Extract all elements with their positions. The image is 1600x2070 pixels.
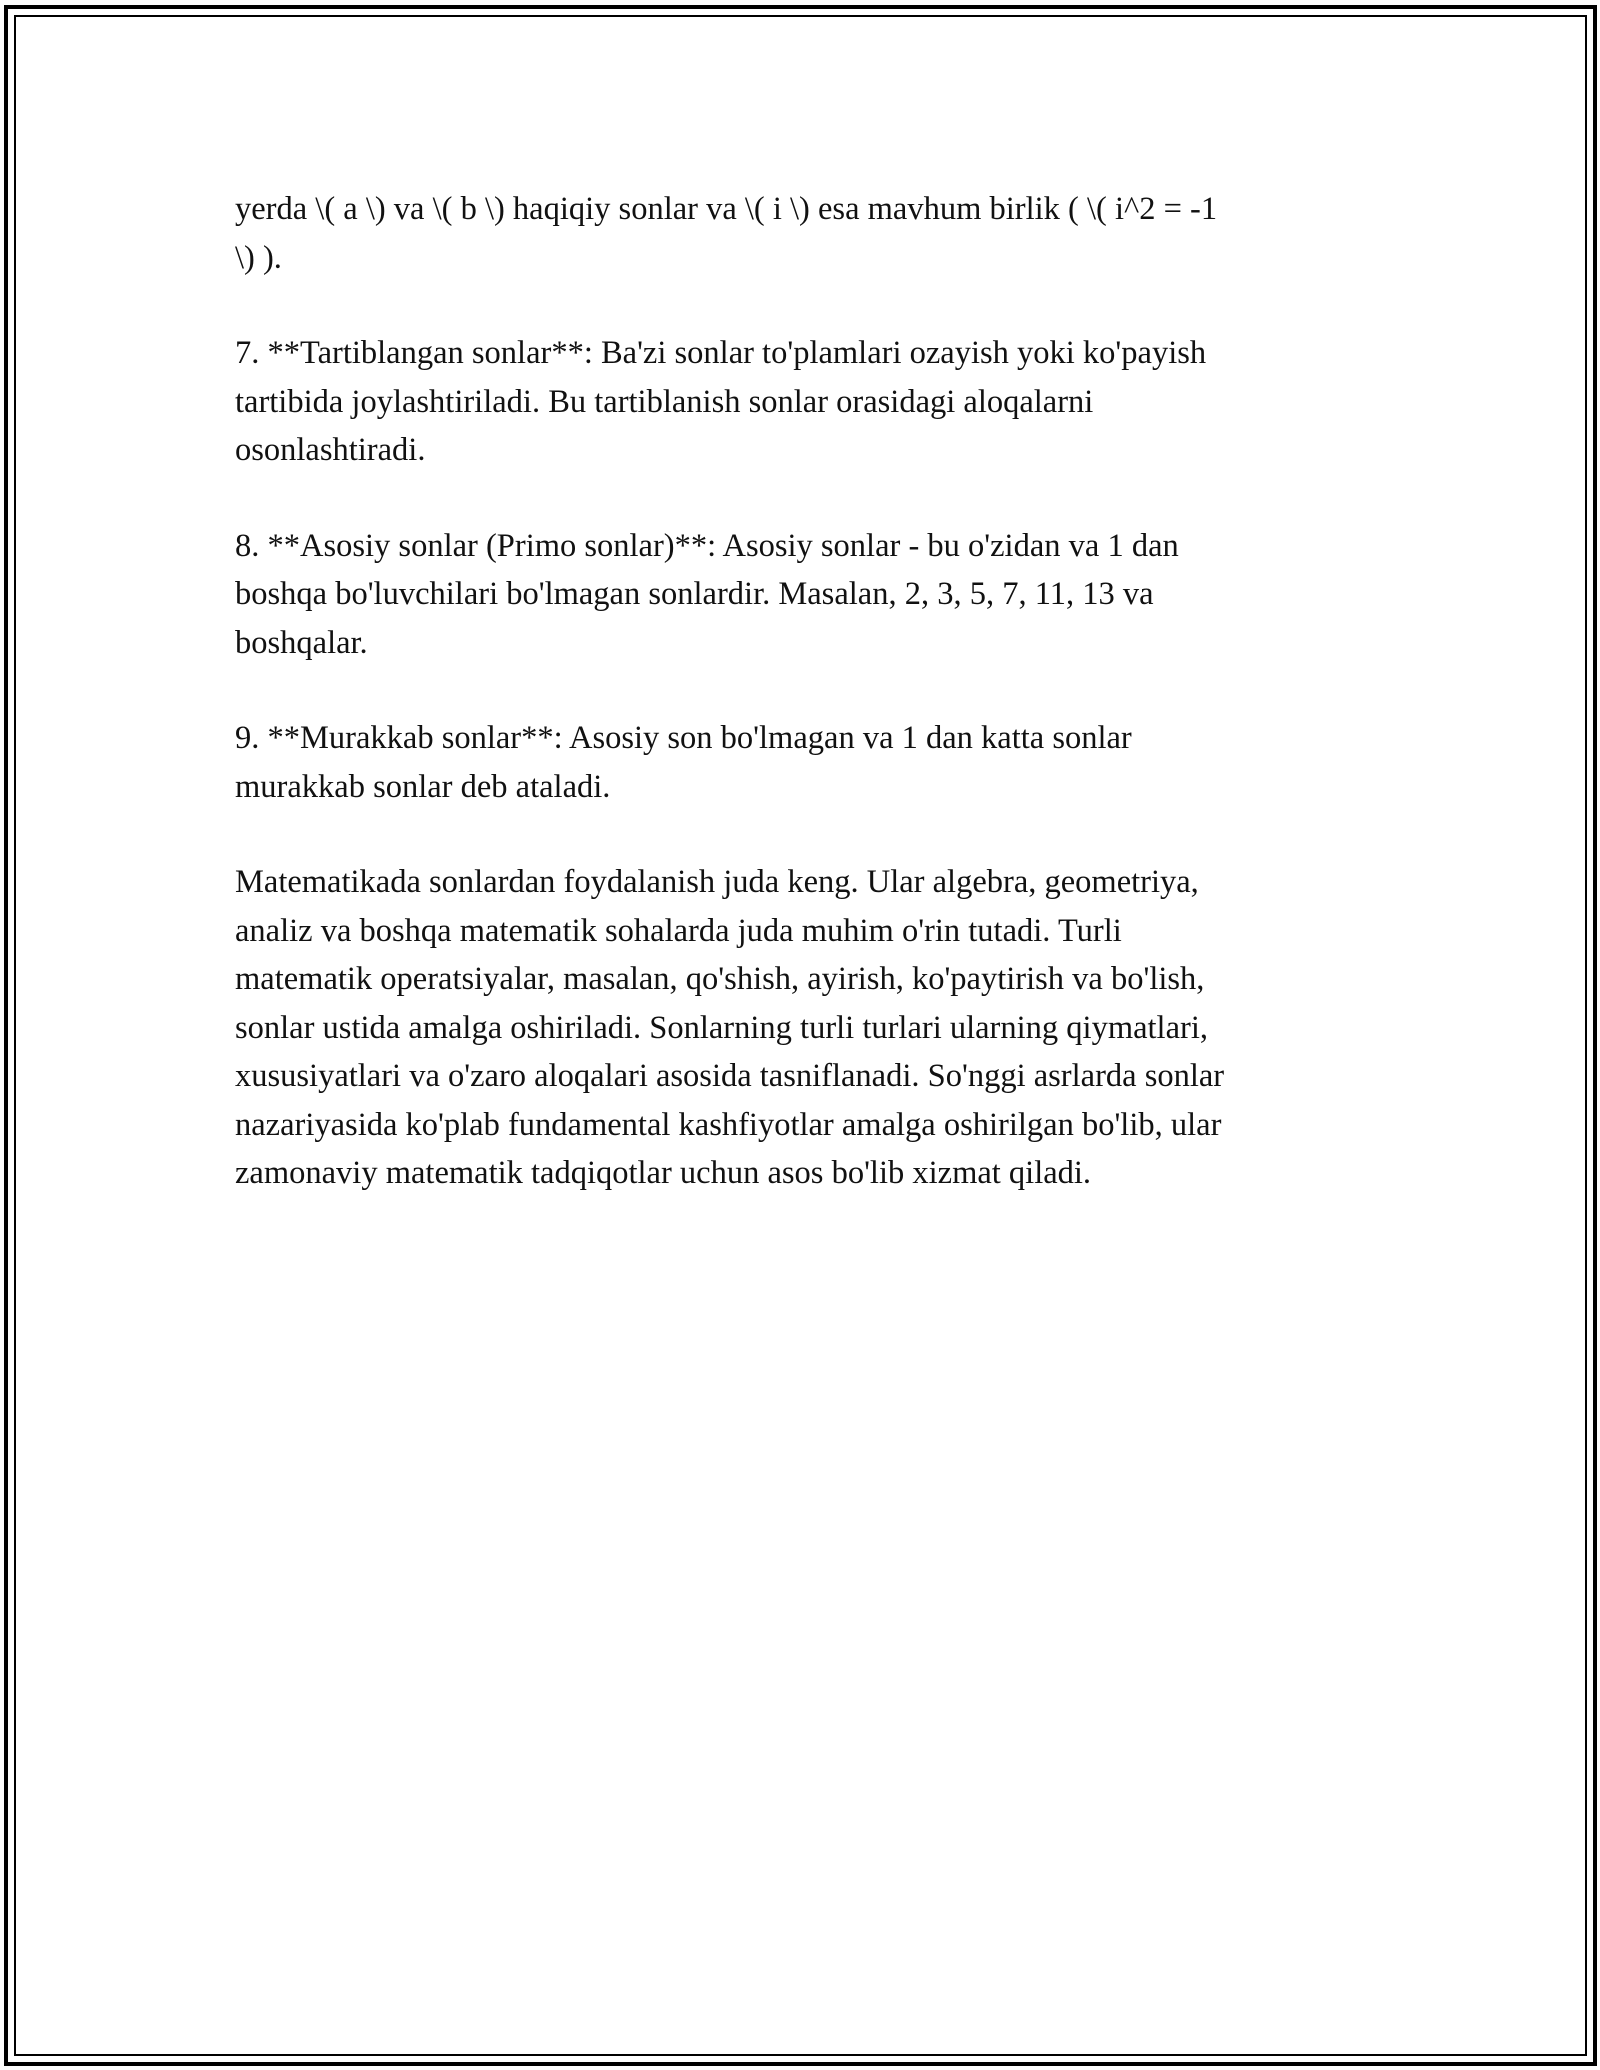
paragraph-ordered-numbers [235,329,1355,475]
paragraph-composite-numbers [235,714,1355,811]
text-line: 7. **Tartiblangan sonlar**: Ba'zi sonlar to'plamlari ozayish yoki ko'payish [235,335,1207,371]
text-line: tartibida joylashtiriladi. Bu tartiblanish sonlar orasidagi aloqalarni [235,383,1094,420]
text-line: analiz va boshqa matematik sohalarda juda muhim o'rin tutadi. Turli [235,912,1122,949]
paragraph-prime-numbers [235,522,1355,668]
text-line: zamonaviy matematik tadqiqotlar uchun asos bo'lib xizmat qiladi. [235,1155,1092,1191]
text-line: boshqa bo'luvchilari bo'lmagan sonlardir. Masalan, 2, 3, 5, 7, 11, 13 va [235,576,1154,612]
text-line: boshqalar. [235,624,368,661]
text-line: 9. **Murakkab sonlar**: Asosiy son bo'lmagan va 1 dan katta sonlar [235,720,1132,756]
paragraph-complex-numbers-continuation [235,185,1355,282]
document-body [235,185,1355,1198]
text-line: 8. **Asosiy sonlar (Primo sonlar)**: Asosiy sonlar - bu o'zidan va 1 dan [235,527,1179,564]
text-line: osonlashtiradi. [235,432,426,468]
text-line: sonlar ustida amalga oshiriladi. Sonlarning turli turlari ularning qiymatlari, [235,1009,1208,1046]
text-line: nazariyasida ko'plab fundamental kashfiyotlar amalga oshirilgan bo'lib, ular [235,1106,1222,1143]
text-line: matematik operatsiyalar, masalan, qo'shish, ayirish, ko'paytirish va bo'lish, [235,961,1205,997]
text-line: murakkab sonlar deb ataladi. [235,768,611,805]
text-line: \) ). [235,239,282,276]
text-line: Matematikada sonlardan foydalanish juda keng. Ular algebra, geometriya, [235,864,1199,900]
text-line: yerda \( a \) va \( b \) haqiqiy sonlar va \( i \) esa mavhum birlik ( \( i^2 = -1 [235,191,1218,227]
text-line: xususiyatlari va o'zaro aloqalari asosida tasniflanadi. So'nggi asrlarda sonlar [235,1058,1225,1094]
paragraph-conclusion [235,858,1355,1198]
